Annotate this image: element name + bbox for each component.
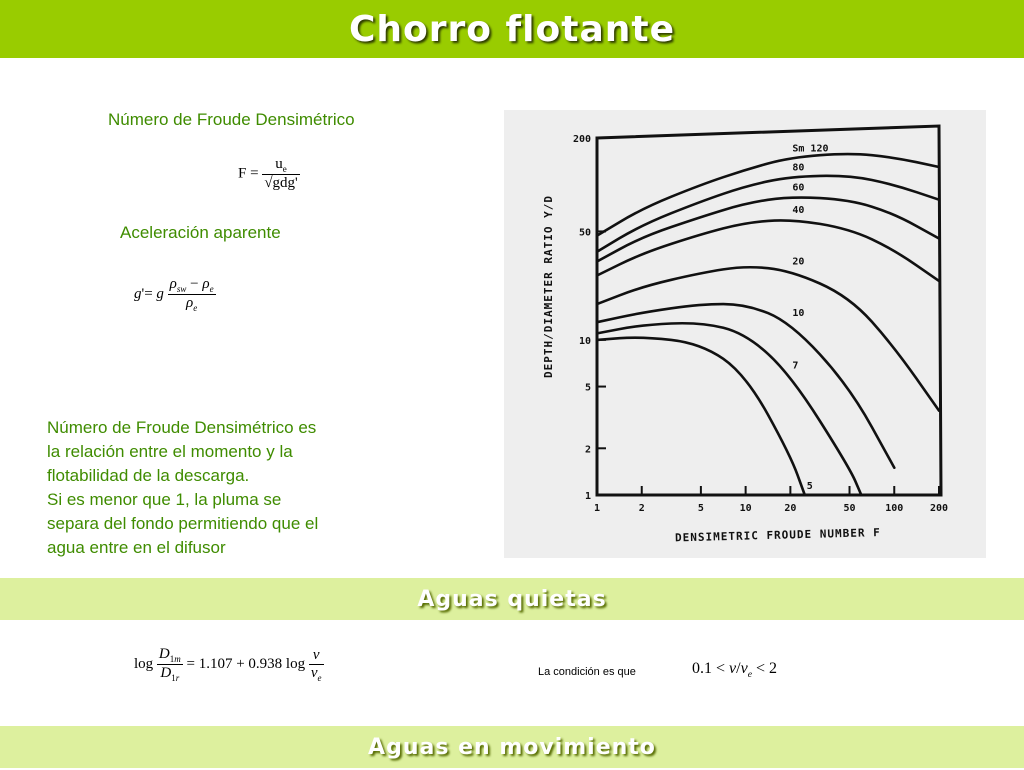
y-tick-label: 1 (584, 491, 591, 502)
series-line-40 (597, 220, 939, 280)
slide-title: Chorro flotante (0, 0, 1024, 58)
y-axis-label: DEPTH/DIAMETER RATIO Y/D (542, 195, 555, 378)
section-still-water: Aguas quietas (0, 578, 1024, 620)
froude-heading: Número de Froude Densimétrico (108, 110, 355, 129)
x-tick-label: 20 (784, 503, 797, 514)
x-tick-label: 200 (929, 503, 949, 514)
description-line: Si es menor que 1, la pluma se (47, 490, 282, 509)
description-line: agua entre en el difusor (47, 538, 226, 557)
froude-description (47, 416, 407, 560)
acceleration-heading: Aceleración aparente (120, 223, 281, 242)
dilution-equation: log $\frac{D_{1m}}{D_{1r}}$ = 1.107 + 0.938 log $\frac{v}{v_e}$ (134, 646, 322, 683)
chart-svg (504, 110, 986, 558)
y-tick-label: 5 (584, 382, 591, 394)
series-label-10: 10 (792, 308, 805, 320)
series-line-7 (597, 323, 861, 495)
x-tick-label: 2 (638, 503, 645, 514)
x-tick-label: 1 (593, 503, 601, 514)
series-line-10 (597, 304, 894, 468)
section-moving-water: Aguas en movimiento (0, 726, 1024, 768)
x-tick-label: 10 (739, 503, 752, 514)
y-tick-label: 10 (578, 335, 591, 347)
x-tick-label: 100 (885, 503, 904, 514)
y-tick-label: 50 (578, 227, 591, 239)
description-line: flotabilidad de la descarga. (47, 466, 250, 485)
description-line: Número de Froude Densimétrico es (47, 418, 317, 437)
froude-equation: F = $\frac{u_e}{\text{√gdg'}}$ (238, 156, 298, 191)
y-tick-label: 2 (584, 444, 591, 456)
series-label-40: 40 (792, 205, 805, 217)
series-label-20: 20 (792, 256, 805, 268)
series-line-80 (597, 176, 939, 252)
description-line: la relación entre el momento y la (47, 442, 293, 461)
series-label-120: Sm 120 (792, 143, 829, 155)
x-tick-label: 5 (697, 503, 704, 514)
x-axis-label: DENSIMETRIC FROUDE NUMBER F (674, 526, 881, 545)
series-line-5 (597, 338, 805, 495)
series-label-5: 5 (806, 481, 813, 492)
description-line: separa del fondo permitiendo que el (47, 514, 319, 533)
y-tick-label: 200 (572, 134, 591, 145)
x-tick-label: 50 (843, 503, 856, 514)
acceleration-equation: g'= g $\frac{\rho_{sw} - \rho_e}{\rho_e}$ (134, 276, 214, 313)
series-label-60: 60 (792, 182, 805, 194)
series-label-7: 7 (792, 360, 799, 372)
series-label-80: 80 (792, 162, 805, 174)
condition-equation: $0.1 < v/v_e < 2$ (692, 660, 777, 681)
froude-chart (504, 110, 986, 558)
condition-text: La condición es que (538, 666, 636, 678)
